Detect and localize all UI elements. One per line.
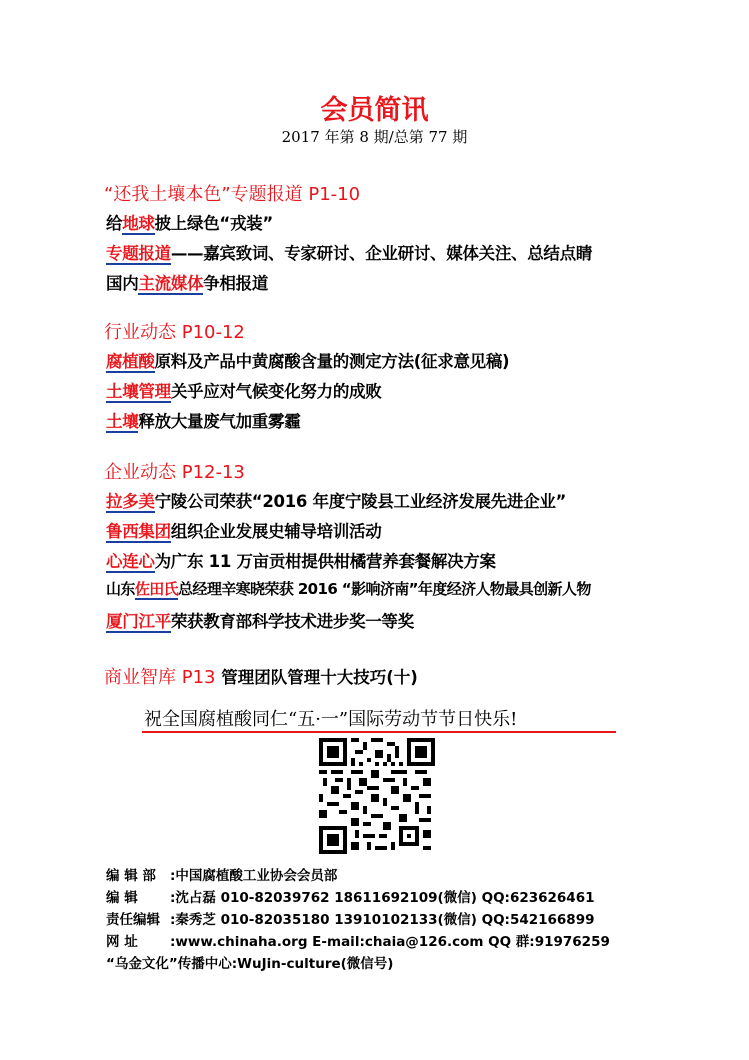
news-item[interactable]: 土壤释放大量废气加重雾霾 — [106, 412, 301, 431]
contact-line: 编 辑 部 :中国腐植酸工业协会会员部 — [106, 868, 338, 884]
news-item[interactable]: 腐植酸原料及产品中黄腐酸含量的测定方法(征求意见稿) — [106, 352, 510, 371]
issue-number: 2017 年第 8 期/总第 77 期 — [281, 128, 468, 146]
news-item[interactable]: 给地球披上绿色“戎装” — [106, 214, 273, 233]
greeting-underline — [142, 731, 616, 733]
section-heading-feature: “还我土壤本色”专题报道 P1-10 — [104, 184, 361, 205]
keyword-highlight: 拉多美 — [106, 492, 155, 511]
news-item[interactable]: 土壤管理关乎应对气候变化努力的成败 — [106, 382, 382, 401]
holiday-greeting: 祝全国腐植酸同仁“五·一”国际劳动节节日快乐! — [144, 709, 518, 730]
qr-code-icon — [319, 738, 435, 854]
keyword-highlight: 心连心 — [106, 552, 155, 571]
news-item[interactable]: 国内主流媒体争相报道 — [106, 274, 269, 293]
keyword-highlight: 鲁西集团 — [106, 522, 171, 541]
keyword-highlight: 厦门江平 — [106, 612, 171, 631]
business-topic[interactable]: 管理团队管理十大技巧(十) — [221, 668, 418, 687]
page-title: 会员简讯 — [320, 95, 429, 126]
section-heading-industry: 行业动态 P10-12 — [104, 322, 245, 343]
news-item[interactable]: 山东佐田氏总经理辛寒晓荣获 2016 “影响济南”年度经济人物最具创新人物 — [106, 580, 591, 598]
keyword-highlight: 佐田氏 — [134, 580, 179, 598]
keyword-highlight: 土壤 — [106, 412, 139, 431]
keyword-highlight: 土壤管理 — [106, 382, 171, 401]
news-item[interactable]: 拉多美宁陵公司荣获“2016 年度宁陵县工业经济发展先进企业” — [106, 492, 567, 511]
news-item[interactable]: 专题报道——嘉宾致词、专家研讨、企业研讨、媒体关注、总结点睛 — [106, 244, 593, 263]
keyword-highlight: 地球 — [122, 214, 155, 233]
keyword-highlight: 腐植酸 — [106, 352, 155, 371]
contact-line[interactable]: 网 址 :www.chinaha.org E-mail:chaia@126.com QQ 群:91976259 — [106, 934, 610, 950]
section-heading-business: 商业智库 P13 管理团队管理十大技巧(十) — [104, 667, 418, 688]
news-item[interactable]: 厦门江平荣获教育部科学技术进步奖一等奖 — [106, 612, 414, 631]
news-item[interactable]: 心连心为广东 11 万亩贡柑提供柑橘营养套餐解决方案 — [106, 552, 496, 571]
news-item[interactable]: 鲁西集团组织企业发展史辅导培训活动 — [106, 522, 382, 541]
contact-line: 责任编辑 :秦秀芝 010-82035180 13910102133(微信) QQ:542166899 — [106, 912, 595, 928]
contact-line: 编 辑 :沈占磊 010-82039762 18611692109(微信) QQ:623626461 — [106, 890, 595, 906]
section-heading-enterprise: 企业动态 P12-13 — [104, 462, 245, 483]
contact-line: “乌金文化”传播中心:WuJin-culture(微信号) — [106, 956, 394, 972]
keyword-highlight: 专题报道 — [106, 244, 171, 263]
keyword-highlight: 主流媒体 — [138, 274, 204, 293]
